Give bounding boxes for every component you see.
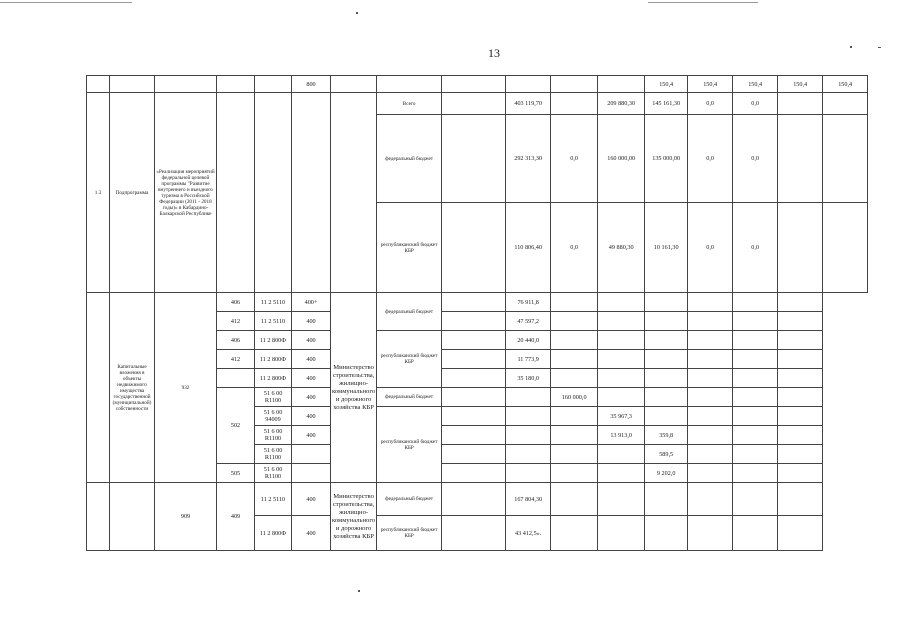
cell-section: 409 bbox=[217, 483, 255, 551]
budget-table bbox=[86, 75, 868, 551]
cell-value: 0,0 bbox=[733, 203, 778, 293]
cell-value: 589,5 bbox=[645, 445, 688, 464]
cell-vr: 400 bbox=[292, 369, 331, 388]
cell-article: 11 2 800Ф bbox=[255, 516, 292, 551]
cell-program-name: «Реализация мероприятий федеральной целевой программы "Развитие внутреннего и въездного туризма в Российской Федерации (2011 - 2018 годы)» в Кабардино-Балкарской Республике bbox=[155, 93, 217, 293]
scan-speck bbox=[850, 46, 852, 48]
cell-source: республиканский бюджет КБР bbox=[377, 407, 442, 483]
cell-value: 150,4 bbox=[823, 76, 868, 93]
cell-value: 160 000,00 bbox=[598, 115, 645, 203]
cell-article: 11 2 800Ф bbox=[255, 369, 292, 388]
cell-article: 51 6 00 R1100 bbox=[255, 426, 292, 445]
cell-vr: 400 bbox=[292, 331, 331, 350]
cell-vr: 800 bbox=[292, 76, 331, 93]
cell-value: 403 119,70 bbox=[506, 93, 551, 115]
cell-article: 51 6 00 R1100 bbox=[255, 464, 292, 483]
cell-value: 110 806,40 bbox=[506, 203, 551, 293]
cell-value: 0,0 bbox=[688, 93, 733, 115]
scan-speck bbox=[878, 47, 881, 48]
cell-vr: 400+ bbox=[292, 293, 331, 312]
cell-kind: Капитальные вложения в объекты недвижимого имущества государственной (муниципальной) собственности bbox=[110, 293, 155, 483]
cell-source: республиканский бюджет КБР bbox=[377, 331, 442, 388]
cell-value: 0,0 bbox=[688, 203, 733, 293]
cell-value: 135 000,00 bbox=[645, 115, 688, 203]
cell-value: 11 773,9 bbox=[506, 350, 551, 369]
cell-source: федеральный бюджет bbox=[377, 115, 442, 203]
cell-section: 502 bbox=[217, 388, 255, 464]
cell-vr: 400 bbox=[292, 350, 331, 369]
cell-kind: Подпрограмма bbox=[110, 93, 155, 293]
page-number: 13 bbox=[488, 46, 500, 60]
cell-vr: 400 bbox=[292, 426, 331, 445]
cell-value: 0,0 bbox=[551, 203, 598, 293]
cell-vr: 400 bbox=[292, 312, 331, 331]
cell-value: 292 313,30 bbox=[506, 115, 551, 203]
cell-vr: 400 bbox=[292, 407, 331, 426]
cell-number: 1.3 bbox=[87, 93, 110, 293]
cell-vr: 400 bbox=[292, 388, 331, 407]
cell-value: 0,0 bbox=[551, 115, 598, 203]
cell-vr: 400 bbox=[292, 516, 331, 551]
table-row bbox=[87, 483, 868, 516]
cell-article: 11 2 5110 bbox=[255, 312, 292, 331]
table-row bbox=[87, 293, 868, 312]
cell-value: 35 180,0 bbox=[506, 369, 551, 388]
cell-value: 150,4 bbox=[688, 76, 733, 93]
cell-section: 406 bbox=[217, 331, 255, 350]
cell-value: 167 804,30 bbox=[506, 483, 551, 516]
table-row bbox=[87, 93, 868, 115]
cell-article: 51 6 00 94009 bbox=[255, 407, 292, 426]
cell-value: 145 161,30 bbox=[645, 93, 688, 115]
cell-section: 505 bbox=[217, 464, 255, 483]
top-rule-right bbox=[648, 2, 758, 3]
cell-value: 49 880,30 bbox=[598, 203, 645, 293]
cell-executor: Министерство строительства, жилищно-коммунального и дорожного хозяйства КБР bbox=[331, 483, 377, 551]
cell-value: 150,4 bbox=[778, 76, 823, 93]
table-row bbox=[87, 76, 868, 93]
cell-source: Всего bbox=[377, 93, 442, 115]
cell-value: 150,4 bbox=[645, 76, 688, 93]
cell-grbs: 932 bbox=[155, 293, 217, 483]
scan-speck bbox=[358, 590, 360, 592]
cell-source: республиканский бюджет КБР bbox=[377, 516, 442, 551]
cell-article: 11 2 800Ф bbox=[255, 350, 292, 369]
cell-value: 160 000,0 bbox=[551, 388, 598, 407]
cell-source: федеральный бюджет bbox=[377, 483, 442, 516]
cell-value: 47 597,2 bbox=[506, 312, 551, 331]
cell-value: 150,4 bbox=[733, 76, 778, 93]
cell-value: 13 913,0 bbox=[598, 426, 645, 445]
cell-value: 10 161,30 bbox=[645, 203, 688, 293]
cell-vr: 400 bbox=[292, 483, 331, 516]
cell-grbs: 909 bbox=[155, 483, 217, 551]
cell-section: 412 bbox=[217, 312, 255, 331]
cell-source: республиканский бюджет КБР bbox=[377, 203, 442, 293]
cell-value: 0,0 bbox=[688, 115, 733, 203]
cell-value: 35 967,3 bbox=[598, 407, 645, 426]
cell-value: 0,0 bbox=[733, 93, 778, 115]
cell-value: 43 412,5». bbox=[506, 516, 551, 551]
cell-article: 11 2 5110 bbox=[255, 483, 292, 516]
cell-value: 9 202,0 bbox=[645, 464, 688, 483]
cell-section: 412 bbox=[217, 350, 255, 369]
cell-value: 20 440,0 bbox=[506, 331, 551, 350]
cell-value: 76 911,8 bbox=[506, 293, 551, 312]
scan-speck bbox=[356, 12, 358, 14]
cell-article: 51 6 00 R1100 bbox=[255, 388, 292, 407]
cell-source: федеральный бюджет bbox=[377, 388, 442, 407]
cell-executor: Министерство строительства, жилищно-коммунального и дорожного хозяйства КБР bbox=[331, 293, 377, 483]
cell-article: 11 2 5110 bbox=[255, 293, 292, 312]
top-rule-left bbox=[0, 2, 132, 3]
cell-article: 51 6 00 R1100 bbox=[255, 445, 292, 464]
cell-article: 11 2 800Ф bbox=[255, 331, 292, 350]
cell-value: 209 880,30 bbox=[598, 93, 645, 115]
cell-section: 406 bbox=[217, 293, 255, 312]
cell-value: 359,8 bbox=[645, 426, 688, 445]
cell-source: федеральный бюджет bbox=[377, 293, 442, 331]
cell-value: 0,0 bbox=[733, 115, 778, 203]
